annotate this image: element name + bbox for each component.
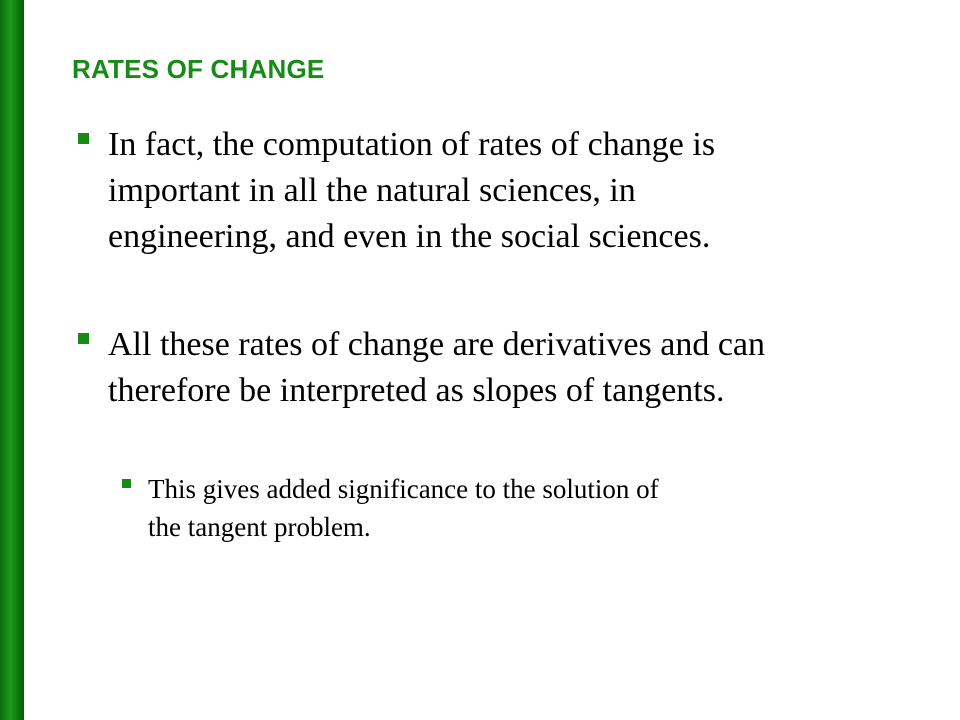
sub-bullet-text-line: the tangent problem. <box>148 512 371 542</box>
bullet-text-line: engineering, and even in the social sciences. <box>108 218 711 255</box>
bullet-text-line: therefore be interpreted as slopes of tangents. <box>108 372 725 409</box>
bullet-text-line: All these rates of change are derivatives and can <box>108 326 766 363</box>
left-accent-bar <box>0 0 24 720</box>
square-bullet-icon <box>122 479 131 488</box>
slide-title: RATES OF CHANGE <box>72 54 325 84</box>
bullet-text-line: important in all the natural sciences, in <box>108 172 636 209</box>
sub-bullet-item <box>118 470 878 546</box>
square-bullet-icon <box>78 133 89 144</box>
bullet-text-line: In fact, the computation of rates of change is <box>108 126 716 163</box>
bullet-item <box>72 322 942 414</box>
square-bullet-icon <box>78 333 89 344</box>
sub-bullet-text-line: This gives added significance to the solution of <box>148 474 659 504</box>
bullet-item <box>72 122 932 260</box>
